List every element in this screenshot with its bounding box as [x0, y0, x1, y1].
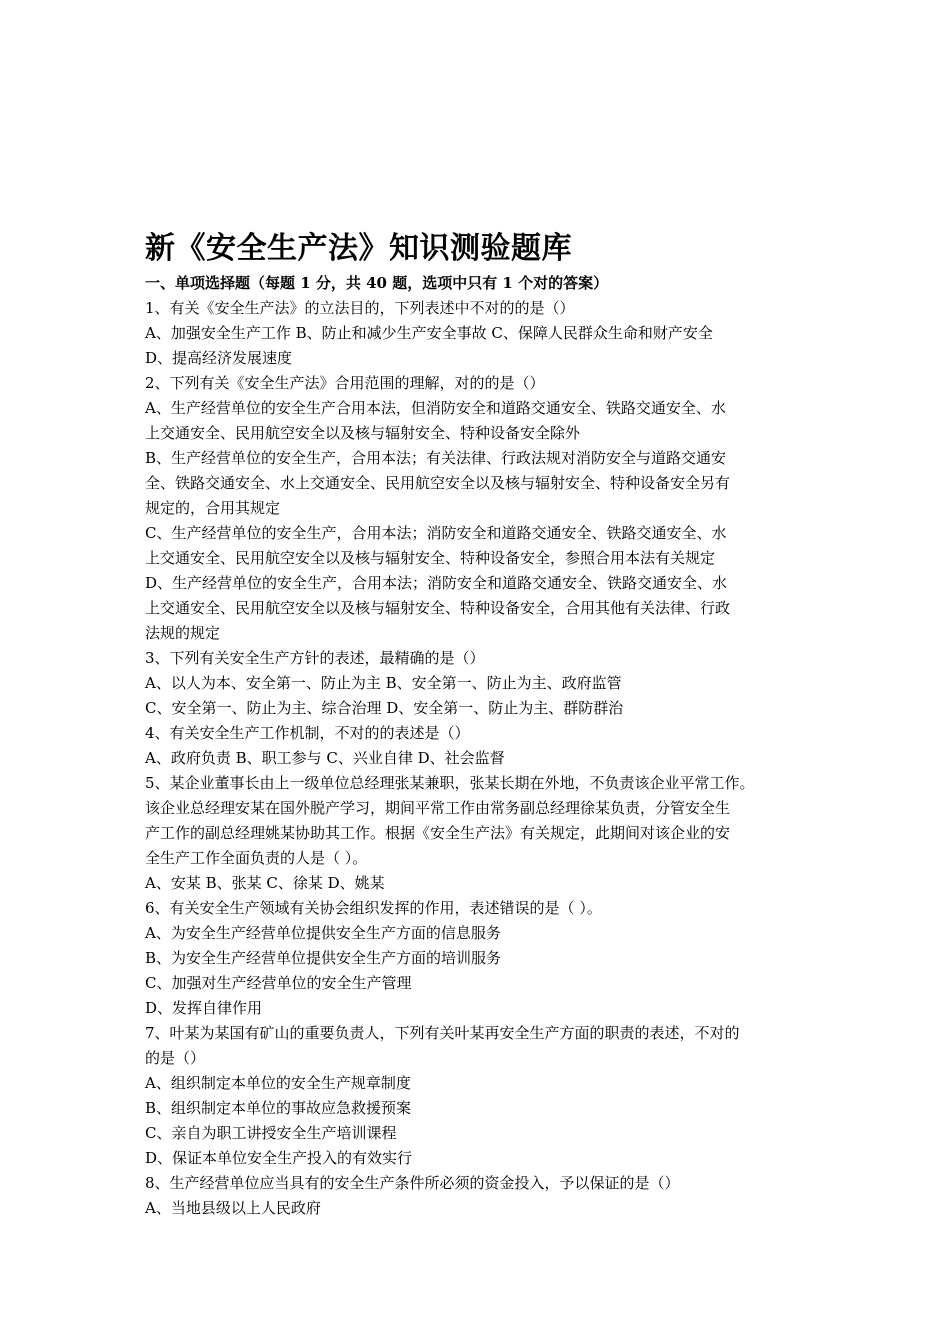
document-page [145, 229, 825, 1221]
option-line: D、提高经济发展速度 [145, 349, 293, 367]
question-list [145, 296, 825, 1221]
option-line: C、生产经营单位的安全生产，合用本法；消防安全和道路交通安全、铁路交通安全、水 [145, 524, 727, 542]
option-line: D、生产经营单位的安全生产，合用本法；消防安全和道路交通安全、铁路交通安全、水 [145, 574, 728, 592]
option-line: A、为安全生产经营单位提供安全生产方面的信息服务 [145, 924, 501, 942]
question-text-line: 该企业总经理安某在国外脱产学习，期间平常工作由常务副总经理徐某负责，分管安全生 [145, 799, 731, 817]
option-line: A、以人为本、安全第一、防止为主 B、安全第一、防止为主、政府监管 [145, 674, 622, 692]
question-text-line: 的是（） [145, 1049, 206, 1067]
question-text-line: 7、叶某为某国有矿山的重要负责人，下列有关叶某再安全生产方面的职责的表述，不对的 [145, 1024, 740, 1042]
question-text-line: 2、下列有关《安全生产法》合用范围的理解，对的的是（） [145, 374, 545, 392]
option-line: A、安某 B、张某 C、徐某 D、姚某 [145, 874, 385, 892]
question-text-line: 8、生产经营单位应当具有的安全生产条件所必须的资金投入，予以保证的是（） [145, 1174, 680, 1192]
option-line: C、亲自为职工讲授安全生产培训课程 [145, 1124, 397, 1142]
option-line: 上交通安全、民用航空安全以及核与辐射安全、特种设备安全，合用其他有关法律、行政 [145, 599, 731, 617]
question-text-line: 全生产工作全面负责的人是（ ）。 [145, 849, 368, 867]
option-line: B、为安全生产经营单位提供安全生产方面的培训服务 [145, 949, 502, 967]
option-line: A、政府负责 B、职工参与 C、兴业自律 D、社会监督 [145, 749, 505, 767]
option-line: C、加强对生产经营单位的安全生产管理 [145, 974, 412, 992]
option-line: B、生产经营单位的安全生产，合用本法；有关法律、行政法规对消防安全与道路交通安 [145, 449, 727, 467]
document-title: 新《安全生产法》知识测验题库 [145, 231, 572, 266]
question-text-line: 4、有关安全生产工作机制，不对的的表述是（） [145, 724, 470, 742]
question-text-line: 产工作的副总经理姚某协助其工作。根据《安全生产法》有关规定，此期间对该企业的安 [145, 824, 731, 842]
option-line: D、发挥自律作用 [145, 999, 263, 1017]
question-text-line: 6、有关安全生产领域有关协会组织发挥的作用，表述错误的是（ ）。 [145, 899, 602, 917]
question-text-line: 5、某企业董事长由上一级单位总经理张某兼职，张某长期在外地，不负责该企业平常工作。 [145, 774, 755, 792]
option-line: 规定的，合用其规定 [145, 499, 281, 517]
question-text-line: 1、有关《安全生产法》的立法目的，下列表述中不对的的是（） [145, 299, 575, 317]
option-line: 法规的规定 [145, 624, 221, 642]
option-line: 上交通安全、民用航空安全以及核与辐射安全、特种设备安全除外 [145, 424, 581, 442]
option-line: 全、铁路交通安全、水上交通安全、民用航空安全以及核与辐射安全、特种设备安全另有 [145, 474, 731, 492]
option-line: B、组织制定本单位的事故应急救援预案 [145, 1099, 412, 1117]
option-line: A、生产经营单位的安全生产合用本法，但消防安全和道路交通安全、铁路交通安全、水 [145, 399, 726, 417]
option-line: C、安全第一、防止为主、综合治理 D、安全第一、防止为主、群防群治 [145, 699, 624, 717]
option-line: 上交通安全、民用航空安全以及核与辐射安全、特种设备安全，参照合用本法有关规定 [145, 549, 716, 567]
option-line: A、当地县级以上人民政府 [145, 1199, 321, 1217]
question-text-line: 3、下列有关安全生产方针的表述，最精确的是（） [145, 649, 485, 667]
section-header: 一、单项选择题（每题 1 分，共 40 题，选项中只有 1 个对的答案） [145, 274, 609, 292]
option-line: D、保证本单位安全生产投入的有效实行 [145, 1149, 413, 1167]
option-line: A、加强安全生产工作 B、防止和减少生产安全事故 C、保障人民群众生命和财产安全 [145, 324, 713, 342]
option-line: A、组织制定本单位的安全生产规章制度 [145, 1074, 411, 1092]
